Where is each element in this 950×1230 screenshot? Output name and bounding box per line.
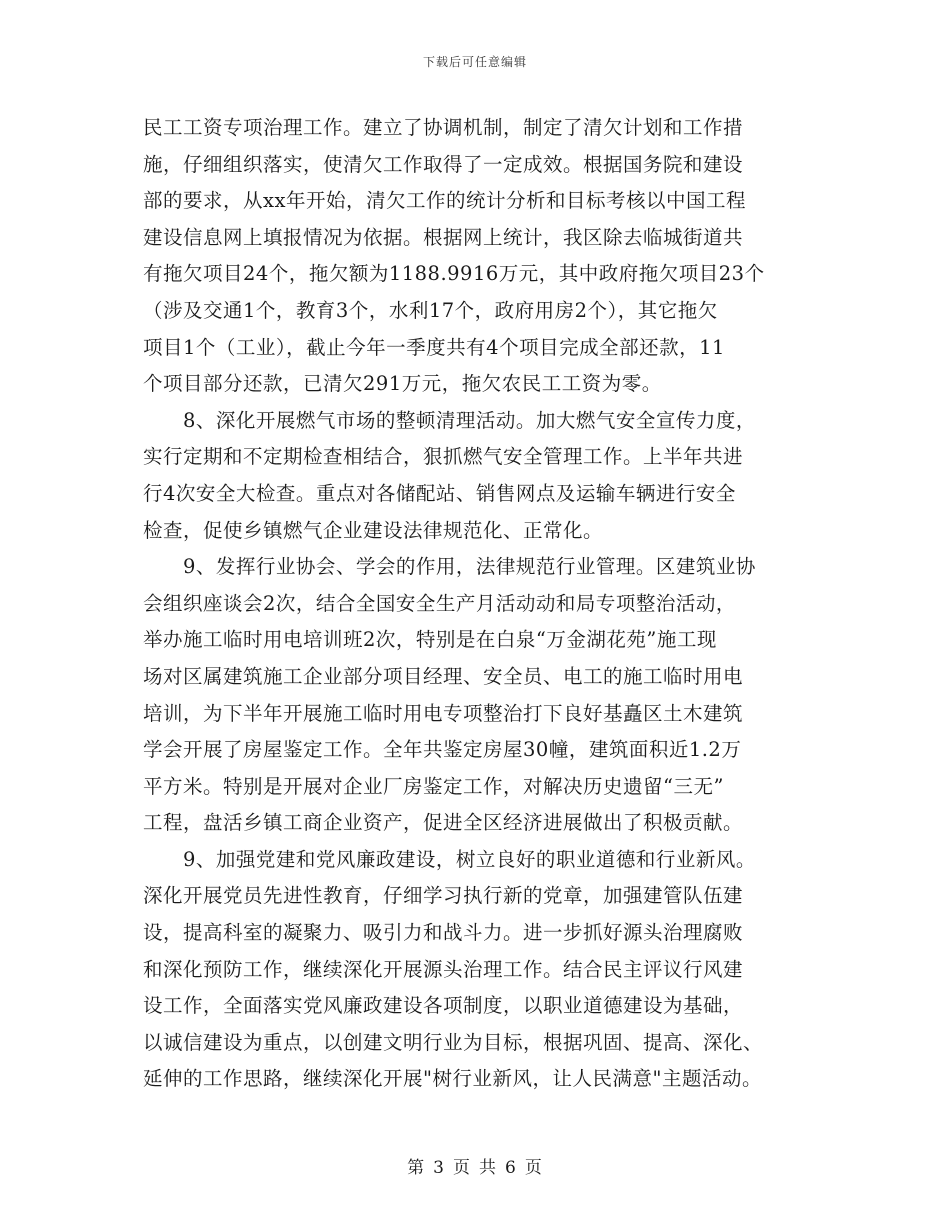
body-line: 9、发挥行业协会、学会的作用，法律规范行业管理。区建筑业协 (143, 555, 756, 579)
footer-di: 第 (407, 1158, 426, 1178)
body-line: 实行定期和不定期检查相结合，狠抓燃气安全管理工作。上半年共进 (143, 445, 744, 469)
body-line: 延伸的工作思路，继续深化开展"树行业新风，让人民满意"主题活动。 (143, 1067, 762, 1091)
body-line: 设，提高科室的凝聚力、吸引力和战斗力。进一步抓好源头治理腐败 (143, 921, 744, 945)
body-line: 培训，为下半年开展施工临时用电专项整治打下良好基矗区土木建筑 (143, 701, 744, 725)
body-line: 设工作，全面落实党风廉政建设各项制度，以职业道德建设为基础， (143, 994, 744, 1018)
body-line: 工程，盘活乡镇工商企业资产，促进全区经济进展做出了积极贡献。 (143, 811, 744, 835)
page-footer (0, 1153, 950, 1178)
body-line: 平方米。特别是开展对企业厂房鉴定工作，对解决历史遗留“三无” (143, 774, 724, 798)
footer-total-pages: 6 (505, 1158, 517, 1178)
body-line: 行4次安全大检查。重点对各储配站、销售网点及运输车辆进行安全 (143, 481, 736, 505)
footer-ye: 页 (453, 1158, 471, 1178)
footer-ye: 页 (524, 1158, 543, 1178)
page-header: 下载后可任意编辑 (422, 55, 527, 69)
body-line: 个项目部分还款，已清欠291万元，拖欠农民工工资为零。 (143, 372, 662, 396)
body-line: 学会开展了房屋鉴定工作。全年共鉴定房屋30幢，建筑面积近1.2万 (143, 738, 742, 762)
body-line: 9、加强党建和党风廉政建设，树立良好的职业道德和行业新风。 (143, 847, 756, 871)
body-line: 施，仔细组织落实，使清欠工作取得了一定成效。根据国务院和建设 (143, 152, 744, 176)
body-line: 举办施工临时用电培训班2次，特别是在白泉“万金湖花苑”施工现 (143, 628, 717, 652)
body-line: 有拖欠项目24个，拖欠额为1188.9916万元，其中政府拖欠项目23个 (143, 262, 765, 286)
body-line: 会组织座谈会2次，结合全国安全生产月活动动和局专项整治活动， (143, 591, 736, 615)
body-line: 以诚信建设为重点，以创建文明行业为目标，根据巩固、提高、深化、 (143, 1030, 764, 1054)
body-line: 深化开展党员先进性教育，仔细学习执行新的党章，加强建管队伍建 (143, 884, 744, 908)
body-line: 和深化预防工作，继续深化开展源头治理工作。结合民主评议行风建 (143, 957, 744, 981)
body-line: （涉及交通1个，教育3个，水利17个，政府用房2个），其它拖欠 (143, 298, 718, 322)
footer-page-number: 3 (433, 1158, 445, 1178)
body-line: 部的要求，从xx年开始，清欠工作的统计分析和目标考核以中国工程 (143, 189, 746, 213)
document-body (143, 110, 811, 1098)
body-line: 项目1个（工业），截止今年一季度共有4个项目完成全部还款，11 (143, 335, 725, 359)
body-line: 8、深化开展燃气市场的整顿清理活动。加大燃气安全宣传力度， (143, 408, 756, 432)
body-line: 检查，促使乡镇燃气企业建设法律规范化、正常化。 (143, 518, 604, 542)
footer-gong: 共 (479, 1158, 497, 1178)
body-line: 场对区属建筑施工企业部分项目经理、安全员、电工的施工临时用电 (143, 664, 744, 688)
body-line: 民工工资专项治理工作。建立了协调机制，制定了清欠计划和工作措 (143, 116, 744, 139)
body-line: 建设信息网上填报情况为依据。根据网上统计，我区除去临城街道共 (143, 225, 744, 249)
